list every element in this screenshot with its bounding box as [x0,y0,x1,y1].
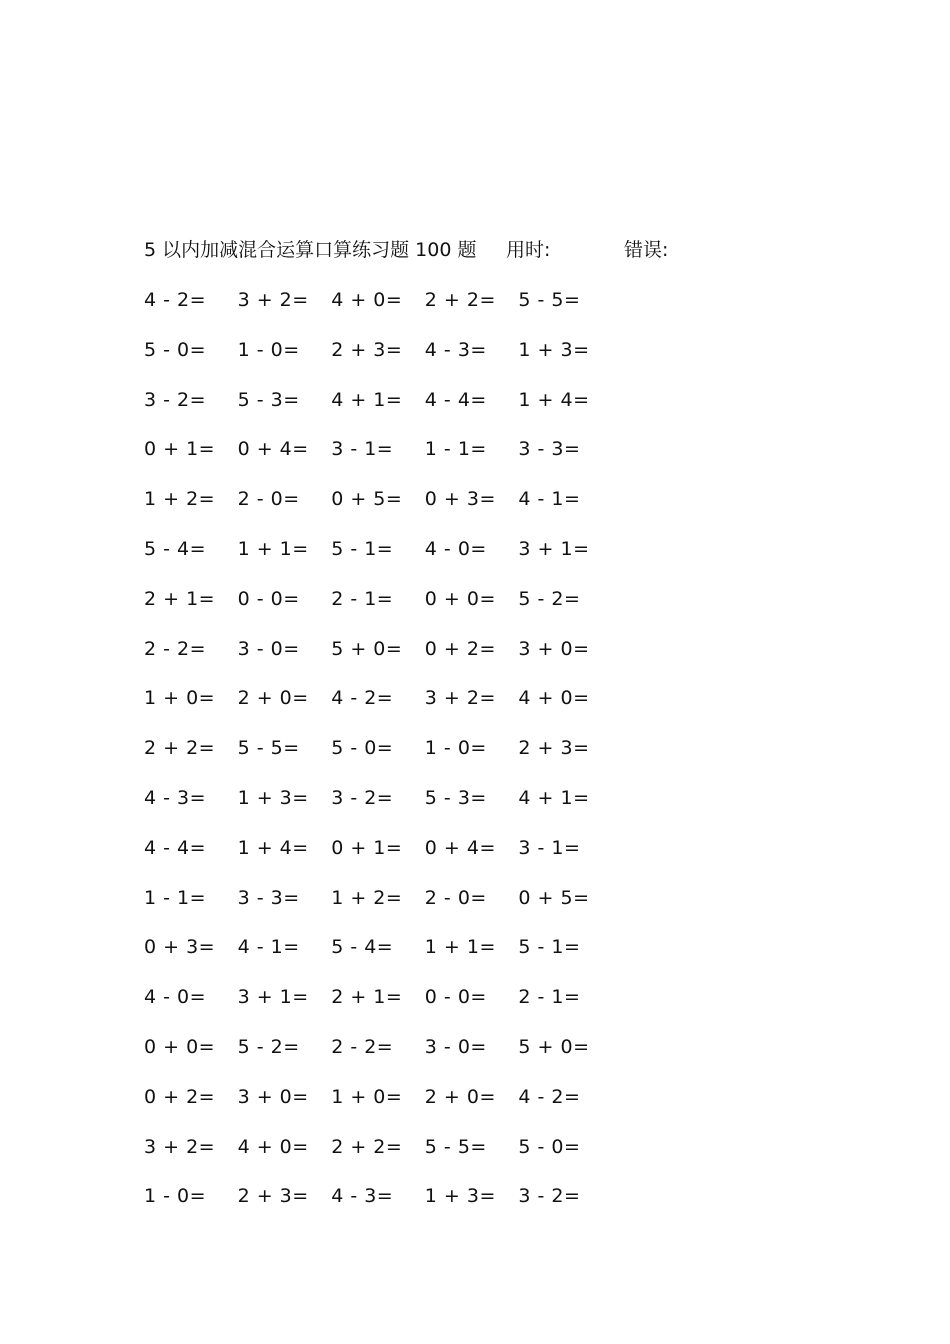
problem-item: 1 + 3= [518,338,590,361]
problem-item: 2 + 0= [237,687,309,710]
problem-item: 5 - 0= [144,338,207,361]
problem-item: 0 - 0= [237,587,300,610]
problem-item: 2 + 1= [144,587,216,610]
problem-item: 3 + 2= [144,1135,216,1158]
problem-item: 4 - 1= [237,936,300,959]
problem-item: 3 + 2= [424,687,496,710]
problem-item: 2 - 1= [518,986,581,1009]
problem-item: 2 + 1= [331,986,403,1009]
worksheet-title: 5 以内加减混合运算口算练习题 100 题 [144,239,477,261]
problem-item: 0 + 5= [331,488,403,511]
problem-item: 0 + 0= [144,1036,216,1058]
problem-item: 4 - 2= [331,687,394,710]
problem-item: 4 - 1= [518,488,581,511]
problem-item: 2 - 0= [237,488,300,511]
problem-item: 4 + 0= [331,289,403,311]
problem-item: 1 + 3= [424,1185,496,1208]
problem-row [144,635,644,663]
problem-row [144,983,644,1011]
problem-item: 5 - 2= [518,587,581,610]
problem-item: 3 + 0= [237,1085,309,1108]
problem-item: 1 + 0= [144,687,216,710]
problem-item: 5 - 3= [424,787,487,809]
problem-item: 3 - 0= [237,637,300,660]
problem-row [144,435,644,463]
problem-item: 2 + 2= [331,1135,403,1158]
problem-item: 1 + 4= [237,836,309,859]
problem-item: 2 - 2= [331,1036,394,1058]
problem-item: 4 - 4= [144,836,207,859]
problem-item: 5 - 5= [424,1135,487,1158]
problem-item: 0 + 5= [518,886,590,909]
time-label: 用时: [506,239,551,261]
problem-item: 0 + 2= [144,1085,216,1108]
problem-item: 4 + 1= [331,388,403,411]
problem-item: 4 - 2= [144,289,207,311]
problem-item: 1 - 0= [424,737,487,760]
problem-row [144,1083,644,1111]
problem-item: 3 - 2= [331,787,394,809]
problem-item: 5 - 4= [144,538,207,560]
problem-row [144,884,644,912]
problem-item: 2 + 0= [424,1085,496,1108]
problem-item: 2 + 3= [237,1185,309,1208]
problem-item: 3 + 2= [237,289,309,311]
problem-item: 5 - 0= [331,737,394,760]
problem-item: 5 - 5= [237,737,300,760]
problem-item: 4 + 0= [518,687,590,710]
problem-row [144,933,644,961]
problem-row [144,286,644,314]
problem-item: 5 - 1= [331,538,394,560]
problem-row [144,485,644,513]
problem-row [144,1133,644,1161]
problem-item: 1 + 1= [237,538,309,560]
problem-row [144,535,644,563]
problem-item: 0 + 3= [144,936,216,959]
problem-item: 5 - 5= [518,289,581,311]
problem-item: 5 - 3= [237,388,300,411]
problem-row [144,386,644,414]
problem-row [144,734,644,762]
problem-item: 2 - 0= [424,886,487,909]
problem-item: 4 + 0= [237,1135,309,1158]
problem-item: 1 + 4= [518,388,590,411]
problem-item: 0 + 0= [424,587,496,610]
problem-item: 5 - 1= [518,936,581,959]
problem-item: 1 + 1= [424,936,496,959]
problem-item: 3 - 1= [331,438,394,461]
problem-item: 5 + 0= [518,1036,590,1058]
problem-item: 0 + 4= [424,836,496,859]
problem-item: 1 + 2= [144,488,216,511]
problem-item: 2 + 3= [331,338,403,361]
problem-item: 2 + 2= [424,289,496,311]
problem-item: 0 + 1= [144,438,216,461]
problem-item: 2 + 3= [518,737,590,760]
problem-item: 3 + 1= [518,538,590,560]
problem-item: 0 - 0= [424,986,487,1009]
problem-item: 3 - 3= [237,886,300,909]
problem-item: 3 + 0= [518,637,590,660]
problem-row [144,684,644,712]
problem-item: 3 - 3= [518,438,581,461]
problem-item: 4 - 2= [518,1085,581,1108]
problem-item: 2 - 1= [331,587,394,610]
problem-row [144,336,644,364]
problem-item: 4 - 0= [144,986,207,1009]
problem-item: 5 + 0= [331,637,403,660]
problem-item: 1 + 0= [331,1085,403,1108]
problem-item: 0 + 2= [424,637,496,660]
problem-item: 5 - 2= [237,1036,300,1058]
problem-item: 4 - 3= [144,787,207,809]
problem-item: 4 + 1= [518,787,590,809]
problem-item: 5 - 4= [331,936,394,959]
problem-item: 0 + 1= [331,836,403,859]
problem-item: 1 + 3= [237,787,309,809]
problem-item: 3 - 0= [424,1036,487,1058]
problem-item: 0 + 4= [237,438,309,461]
problem-item: 1 - 0= [237,338,300,361]
problem-row [144,1033,644,1061]
problem-item: 1 - 1= [424,438,487,461]
problem-item: 3 - 1= [518,836,581,859]
problem-row [144,1182,644,1210]
problem-item: 4 - 3= [424,338,487,361]
problem-item: 3 - 2= [518,1185,581,1208]
problem-item: 2 - 2= [144,637,207,660]
problem-item: 3 - 2= [144,388,207,411]
problem-row [144,784,644,812]
problem-row [144,834,644,862]
problem-item: 0 + 3= [424,488,496,511]
problem-item: 4 - 4= [424,388,487,411]
problem-item: 2 + 2= [144,737,216,760]
problem-item: 1 + 2= [331,886,403,909]
problem-item: 4 - 0= [424,538,487,560]
problem-item: 1 - 0= [144,1185,207,1208]
problem-item: 4 - 3= [331,1185,394,1208]
problem-row [144,585,644,613]
problem-item: 1 - 1= [144,886,207,909]
errors-label: 错误: [624,239,669,261]
problem-item: 3 + 1= [237,986,309,1009]
problem-item: 5 - 0= [518,1135,581,1158]
